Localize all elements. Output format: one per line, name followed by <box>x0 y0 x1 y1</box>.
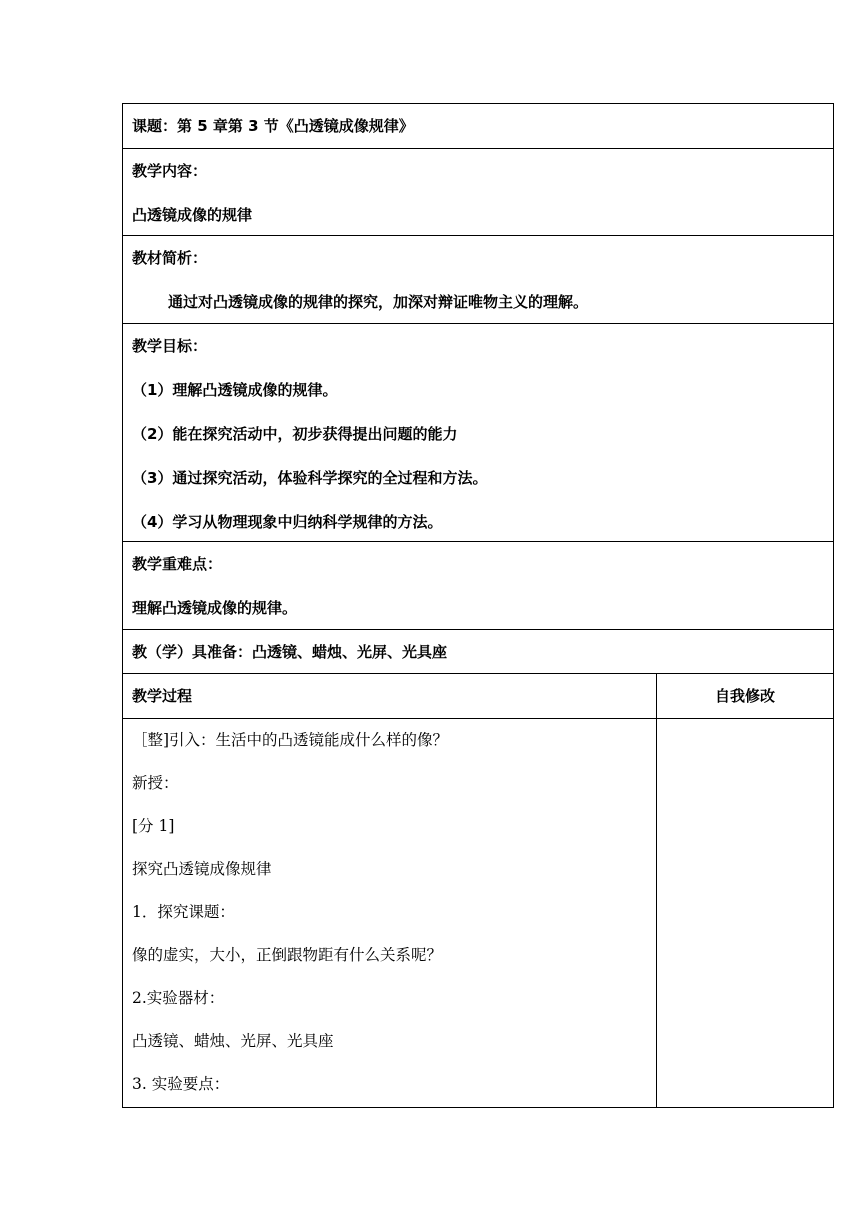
process-line: 凸透镜、蜡烛、光屏、光具座 <box>132 1032 334 1050</box>
goals-cell <box>123 324 834 542</box>
process-heading: 教学过程 <box>132 687 193 705</box>
analysis-heading: 教材简析： <box>132 249 208 267</box>
lesson-title: 课题：第 5 章第 3 节《凸透镜成像规律》 <box>132 117 414 135</box>
analysis-text: 通过对凸透镜成像的规律的探究，加深对辩证唯物主义的理解。 <box>168 293 589 311</box>
key-points-cell <box>123 542 834 630</box>
process-header-right <box>657 674 834 719</box>
key-points-row <box>123 542 834 630</box>
key-points-heading: 教学重难点： <box>132 555 223 573</box>
content-heading: 教学内容： <box>132 162 208 180</box>
process-line: [分 1] <box>132 817 175 835</box>
process-cell <box>123 719 657 1108</box>
process-line: 3. 实验要点： <box>132 1075 230 1093</box>
goal-item: （3）通过探究活动，体验科学探究的全过程和方法。 <box>132 469 488 487</box>
process-line: 2.实验器材： <box>132 989 225 1007</box>
key-points-text: 理解凸透镜成像的规律。 <box>132 599 298 617</box>
title-cell <box>123 104 834 149</box>
content-cell <box>123 149 834 236</box>
process-header-left <box>123 674 657 719</box>
analysis-row <box>123 236 834 324</box>
process-row <box>123 719 834 1108</box>
tools-text: 教（学）具准备：凸透镜、蜡烛、光屏、光具座 <box>132 643 448 661</box>
process-line: 探究凸透镜成像规律 <box>132 860 272 878</box>
analysis-cell <box>123 236 834 324</box>
goals-heading: 教学目标： <box>132 337 208 355</box>
lesson-plan-table <box>122 103 834 1108</box>
tools-row <box>123 630 834 674</box>
process-line: ［整]引入：生活中的凸透镜能成什么样的像？ <box>132 731 449 749</box>
process-line: 新授： <box>132 774 179 792</box>
tools-cell <box>123 630 834 674</box>
process-line: 像的虚实，大小，正倒跟物距有什么关系呢？ <box>132 946 443 964</box>
self-revision-heading: 自我修改 <box>715 687 776 705</box>
self-revision-cell <box>657 719 834 1108</box>
process-line: 1．探究课题： <box>132 903 235 921</box>
content-text: 凸透镜成像的规律 <box>132 206 253 224</box>
content-row <box>123 149 834 236</box>
goal-item: （1）理解凸透镜成像的规律。 <box>132 381 338 399</box>
process-header-row <box>123 674 834 719</box>
goal-item: （2）能在探究活动中，初步获得提出问题的能力 <box>132 425 458 443</box>
title-row <box>123 104 834 149</box>
goal-item: （4）学习从物理现象中归纳科学规律的方法。 <box>132 513 443 531</box>
goals-row <box>123 324 834 542</box>
